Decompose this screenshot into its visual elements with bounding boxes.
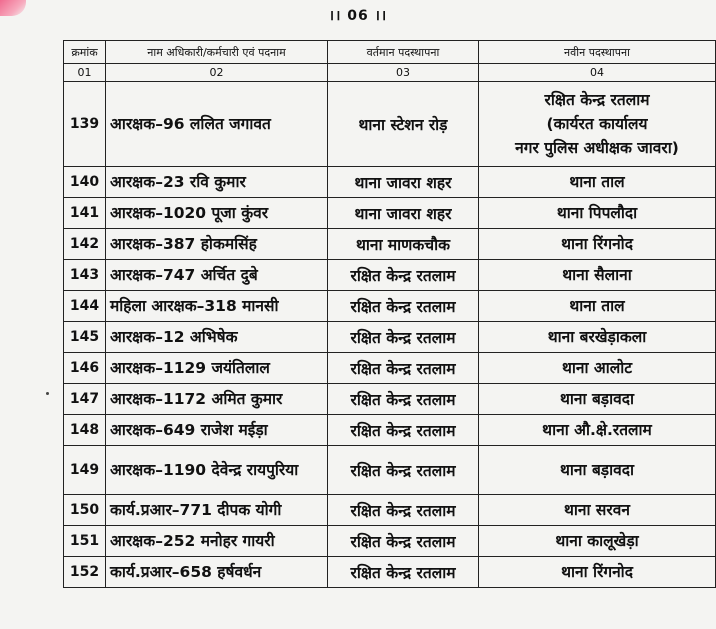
- table-row: [64, 495, 716, 526]
- current-posting-cell: थाना माणकचौक: [328, 229, 479, 260]
- new-posting-cell: [479, 384, 716, 415]
- employee-name-cell: आरक्षक–12 अभिषेक: [106, 322, 328, 353]
- new-posting-cell: [479, 446, 716, 495]
- serial-cell: 149: [64, 446, 106, 495]
- serial-cell: 151: [64, 526, 106, 557]
- column-number: 01: [64, 64, 106, 82]
- new-posting-line: थाना बड़ावदा: [560, 390, 634, 408]
- new-posting-line: थाना सैलाना: [562, 266, 632, 284]
- table-row: [64, 198, 716, 229]
- new-posting-cell: [479, 353, 716, 384]
- table-row: [64, 291, 716, 322]
- transfer-table: [63, 40, 716, 588]
- table-row: [64, 260, 716, 291]
- current-posting-cell: रक्षित केन्द्र रतलाम: [328, 322, 479, 353]
- new-posting-line: थाना ताल: [569, 297, 625, 315]
- new-posting-cell: [479, 415, 716, 446]
- table-row: [64, 167, 716, 198]
- current-posting-cell: रक्षित केन्द्र रतलाम: [328, 495, 479, 526]
- stray-dot: [46, 392, 49, 395]
- table-row: [64, 446, 716, 495]
- serial-cell: 140: [64, 167, 106, 198]
- new-posting-line: थाना बड़ावदा: [560, 461, 634, 479]
- new-posting-cell: [479, 322, 716, 353]
- new-posting-cell: [479, 260, 716, 291]
- current-posting-cell: रक्षित केन्द्र रतलाम: [328, 260, 479, 291]
- employee-name-cell: आरक्षक–747 अर्चित दुबे: [106, 260, 328, 291]
- current-posting-cell: रक्षित केन्द्र रतलाम: [328, 415, 479, 446]
- serial-cell: 144: [64, 291, 106, 322]
- employee-name-cell: आरक्षक–23 रवि कुमार: [106, 167, 328, 198]
- new-posting-line: थाना सरवन: [564, 501, 630, 519]
- new-posting-line: थाना आलोट: [561, 359, 633, 377]
- new-posting-cell: [479, 167, 716, 198]
- column-number-row: [64, 64, 716, 82]
- header-row: [64, 41, 716, 64]
- new-posting-line: थाना ताल: [569, 173, 625, 191]
- column-number: 04: [479, 64, 716, 82]
- header-name: नाम अधिकारी/कर्मचारी एवं पदनाम: [106, 41, 328, 64]
- new-posting-cell: [479, 291, 716, 322]
- new-posting-line: नगर पुलिस अधीक्षक जावरा): [515, 139, 679, 157]
- serial-cell: 147: [64, 384, 106, 415]
- current-posting-cell: थाना जावरा शहर: [328, 198, 479, 229]
- current-posting-cell: रक्षित केन्द्र रतलाम: [328, 353, 479, 384]
- new-posting-line: थाना रिंगनोद: [561, 235, 633, 253]
- table-row: [64, 322, 716, 353]
- header-current-posting: वर्तमान पदस्थापना: [328, 41, 479, 64]
- table-row: [64, 384, 716, 415]
- new-posting-cell: [479, 557, 716, 588]
- employee-name-cell: महिला आरक्षक–318 मानसी: [106, 291, 328, 322]
- header-new-posting: नवीन पदस्थापना: [479, 41, 716, 64]
- serial-cell: 152: [64, 557, 106, 588]
- new-posting-line: थाना बरखेड़ाकला: [547, 328, 647, 346]
- new-posting-line: रक्षित केन्द्र रतलाम: [544, 91, 650, 109]
- new-posting-line: थाना कालूखेड़ा: [555, 532, 639, 550]
- employee-name-cell: कार्य.प्रआर–658 हर्षवर्धन: [106, 557, 328, 588]
- new-posting-line: (कार्यरत कार्यालय: [546, 115, 648, 133]
- table-row: [64, 353, 716, 384]
- new-posting-line: थाना रिंगनोद: [561, 563, 633, 581]
- table-row: [64, 557, 716, 588]
- current-posting-cell: थाना स्टेशन रोड़: [328, 82, 479, 167]
- column-number: 02: [106, 64, 328, 82]
- serial-cell: 139: [64, 82, 106, 167]
- current-posting-cell: रक्षित केन्द्र रतलाम: [328, 291, 479, 322]
- table-row: [64, 229, 716, 260]
- employee-name-cell: आरक्षक–649 राजेश मईड़ा: [106, 415, 328, 446]
- new-posting-line: थाना औ.क्षे.रतलाम: [542, 421, 652, 439]
- new-posting-line: थाना पिपलौदा: [556, 204, 638, 222]
- employee-name-cell: आरक्षक–1190 देवेन्द्र रायपुरिया: [106, 446, 328, 495]
- current-posting-cell: थाना जावरा शहर: [328, 167, 479, 198]
- employee-name-cell: आरक्षक–252 मनोहर गायरी: [106, 526, 328, 557]
- serial-cell: 148: [64, 415, 106, 446]
- column-number: 03: [328, 64, 479, 82]
- current-posting-cell: रक्षित केन्द्र रतलाम: [328, 557, 479, 588]
- page-number: ।। 06 ।।: [328, 8, 388, 24]
- table-row: [64, 82, 716, 167]
- current-posting-cell: रक्षित केन्द्र रतलाम: [328, 446, 479, 495]
- serial-cell: 142: [64, 229, 106, 260]
- employee-name-cell: आरक्षक–1129 जयंतिलाल: [106, 353, 328, 384]
- serial-cell: 145: [64, 322, 106, 353]
- new-posting-cell: [479, 526, 716, 557]
- employee-name-cell: आरक्षक–1020 पूजा कुंवर: [106, 198, 328, 229]
- new-posting-cell: [479, 229, 716, 260]
- serial-cell: 143: [64, 260, 106, 291]
- current-posting-cell: रक्षित केन्द्र रतलाम: [328, 384, 479, 415]
- table-row: [64, 526, 716, 557]
- serial-cell: 150: [64, 495, 106, 526]
- current-posting-cell: रक्षित केन्द्र रतलाम: [328, 526, 479, 557]
- header-serial: क्रमांक: [64, 41, 106, 64]
- employee-name-cell: आरक्षक–1172 अमित कुमार: [106, 384, 328, 415]
- serial-cell: 146: [64, 353, 106, 384]
- new-posting-cell: [479, 198, 716, 229]
- employee-name-cell: आरक्षक–387 होकमसिंह: [106, 229, 328, 260]
- new-posting-cell: [479, 495, 716, 526]
- serial-cell: 141: [64, 198, 106, 229]
- employee-name-cell: आरक्षक–96 ललित जगावत: [106, 82, 328, 167]
- employee-name-cell: कार्य.प्रआर–771 दीपक योगी: [106, 495, 328, 526]
- table-row: [64, 415, 716, 446]
- new-posting-cell: [479, 82, 716, 167]
